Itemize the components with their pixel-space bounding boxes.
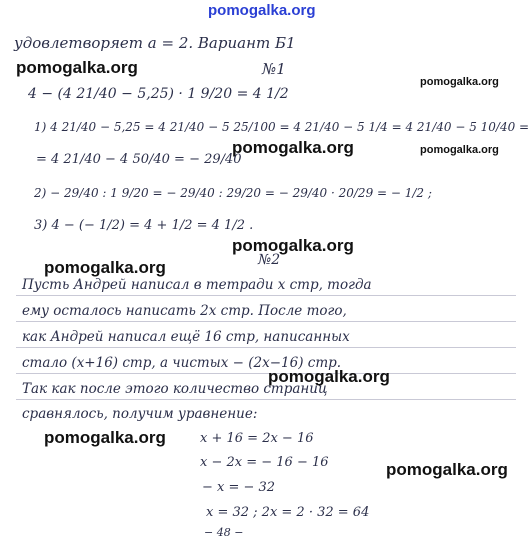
- watermark-right-2: pomogalka.org: [420, 144, 499, 156]
- step-3-line: 3) 4 − (− 1/2) = 4 + 1/2 = 4 1/2 .: [34, 218, 254, 233]
- step-2-line: 2) − 29/40 : 1 9/20 = − 29/40 : 29/20 = − 29/40 · 20/29 = − 1/2 ;: [34, 186, 432, 200]
- paragraph-line-2: ему осталось написать 2x стр. После того,: [22, 303, 347, 319]
- ruled-line: [16, 295, 516, 296]
- page-number: − 48 −: [204, 526, 244, 539]
- watermark-right-3: pomogalka.org: [386, 460, 508, 479]
- watermark-mid-1: pomogalka.org: [232, 138, 354, 157]
- ruled-line: [16, 399, 516, 400]
- ruled-line: [16, 321, 516, 322]
- ruled-line: [16, 373, 516, 374]
- step-1-line-b: = 4 21/40 − 4 50/40 = − 29/40: [36, 152, 242, 167]
- paragraph-line-6: сравнялось, получим уравнение:: [22, 406, 258, 422]
- equation-line-4: x = 32 ; 2x = 2 · 32 = 64: [206, 505, 370, 520]
- equation-line-2: x − 2x = − 16 − 16: [200, 455, 329, 470]
- watermark-right-1: pomogalka.org: [420, 76, 499, 88]
- equation-line-1: x + 16 = 2x − 16: [200, 431, 314, 446]
- paragraph-line-5: Так как после этого количество страниц: [22, 381, 328, 397]
- watermark-top: pomogalka.org: [208, 2, 316, 19]
- watermark-left-1: pomogalka.org: [16, 58, 138, 77]
- watermark-mid-3: pomogalka.org: [268, 367, 390, 386]
- intro-line: удовлетворяет a = 2. Вариант Б1: [14, 34, 296, 52]
- paragraph-line-1: Пусть Андрей написал в тетради x стр, тогда: [22, 277, 372, 293]
- watermark-left-2: pomogalka.org: [44, 258, 166, 277]
- problem-1-statement: 4 − (4 21/40 − 5,25) · 1 9/20 = 4 1/2: [28, 86, 289, 102]
- paragraph-line-3: как Андрей написал ещё 16 стр, написанных: [22, 329, 350, 345]
- problem-number-1: №1: [262, 60, 286, 78]
- watermark-mid-2: pomogalka.org: [232, 236, 354, 255]
- ruled-line: [16, 347, 516, 348]
- equation-line-3: − x = − 32: [202, 480, 276, 495]
- watermark-left-3: pomogalka.org: [44, 428, 166, 447]
- paragraph-line-4: стало (x+16) стр, а чистых − (2x−16) стр.: [22, 355, 342, 371]
- problem-number-2: №2: [258, 252, 281, 268]
- step-1-line-a: 1) 4 21/40 − 5,25 = 4 21/40 − 5 25/100 = 4 21/40 − 5 1/4 = 4 21/40 − 5 10/40 =: [34, 120, 530, 134]
